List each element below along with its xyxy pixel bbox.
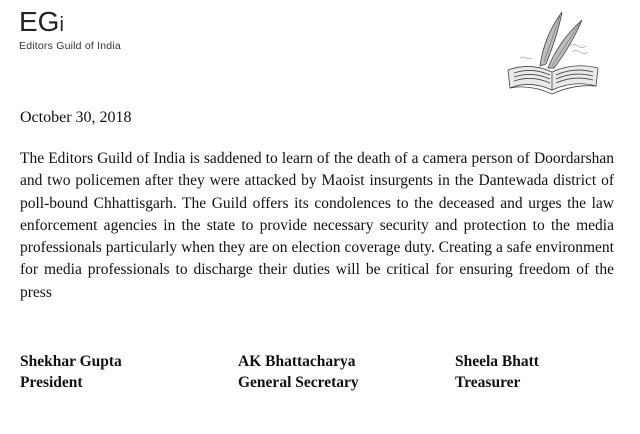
letter-date: October 30, 2018 <box>20 109 132 126</box>
book-and-quill-icon <box>500 6 606 106</box>
signatory-treasurer <box>455 351 539 393</box>
logo-mark-i: i <box>59 14 64 36</box>
signatory-name: AK Bhattacharya <box>238 353 356 370</box>
signatory-name: Sheela Bhatt <box>455 353 539 370</box>
editors-guild-logo <box>19 8 149 54</box>
signatory-title: President <box>20 374 83 391</box>
statement-body: The Editors Guild of India is saddened to learn of the death of a camera person of Doordarshan and two policemen after they were attacked by Maoist insurgents in the Dantewada district of poll-bound Chhattisgarh. The Guild offers its condolences to the deceased and urges the law enforcement agencies in the state to provide necessary security and protection to the media professionals particularly when they are on election coverage duty. Creating a safe environment for media professionals to discharge their duties will be critical for ensuring freedom of the press <box>20 150 614 301</box>
signatory-president <box>20 351 122 393</box>
logo-mark <box>19 8 149 39</box>
signatory-name: Shekhar Gupta <box>20 353 122 370</box>
signatory-general-secretary <box>238 351 359 393</box>
logo-mark-letters: EG <box>19 6 60 37</box>
signatory-title: General Secretary <box>238 374 359 391</box>
signatory-title: Treasurer <box>455 374 521 391</box>
logo-organization-name: Editors Guild of India <box>19 40 121 52</box>
